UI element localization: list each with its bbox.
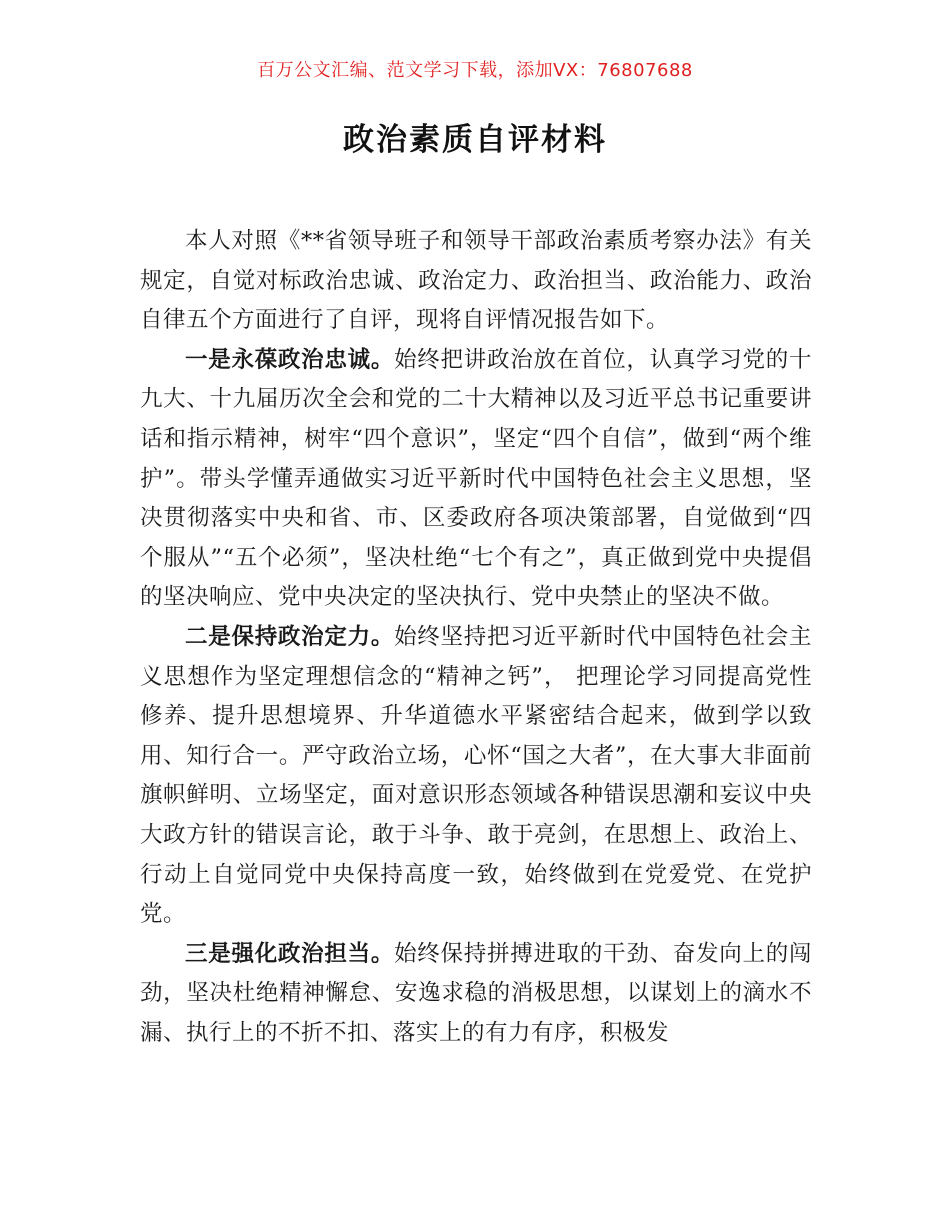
- download-watermark-note: 百万公文汇编、范文学习下载，添加VX：76807688: [257, 60, 693, 81]
- document-body: [140, 222, 812, 1053]
- section-3-heading: 三是强化政治担当。: [185, 940, 395, 967]
- section-2-heading: 二是保持政治定力。: [185, 623, 395, 650]
- section-1-text: 始终把讲政治放在首位，认真学习党的十九大、十九届历次全会和党的二十大精神以及习近平总书记重要讲话和指示精神，树牢“四个意识”，坚定“四个自信”，做到“两个维护”。带头学懂弄通做实习近平新时代中国特色社会主义思想，坚决贯彻落实中央和省、市、区委政府各项决策部署，自觉做到“四个服从”“五个必须”，坚决杜绝“七个有之”，真正做到党中央提倡的坚决响应、党中央决定的坚决执行、党中央禁止的坚决不做。: [140, 346, 812, 611]
- section-1-heading: 一是永葆政治忠诚。: [185, 346, 395, 373]
- section-2-text: 始终坚持把习近平新时代中国特色社会主义思想作为坚定理想信念的“精神之钙”， 把理论学习同提高党性修养、提升思想境界、升华道德水平紧密结合起来，做到学以致用、知行合一。严守政治立场，心怀“国之大者”，在大事大非面前旗帜鲜明、立场坚定，面对意识形态领域各种错误思潮和妄议中央大政方针的错误言论，敢于斗争、敢于亮剑，在思想上、政治上、行动上自觉同党中央保持高度一致，始终做到在党爱党、在党护党。: [140, 623, 812, 928]
- document-title: 政治素质自评材料: [343, 122, 607, 158]
- intro-paragraph: 本人对照《**省领导班子和领导干部政治素质考察办法》有关规定，自觉对标政治忠诚、政治定力、政治担当、政治能力、政治自律五个方面进行了自评，现将自评情况报告如下。: [140, 228, 812, 334]
- section-paragraph-1: [140, 341, 812, 618]
- section-paragraph-3: [140, 935, 812, 1054]
- section-paragraph-2: [140, 618, 812, 935]
- section-3-text: 始终保持拼搏进取的干劲、奋发向上的闯劲，坚决杜绝精神懈怠、安逸求稳的消极思想，以谋划上的滴水不漏、执行上的不折不扣、落实上的有力有序，积极发: [140, 940, 812, 1046]
